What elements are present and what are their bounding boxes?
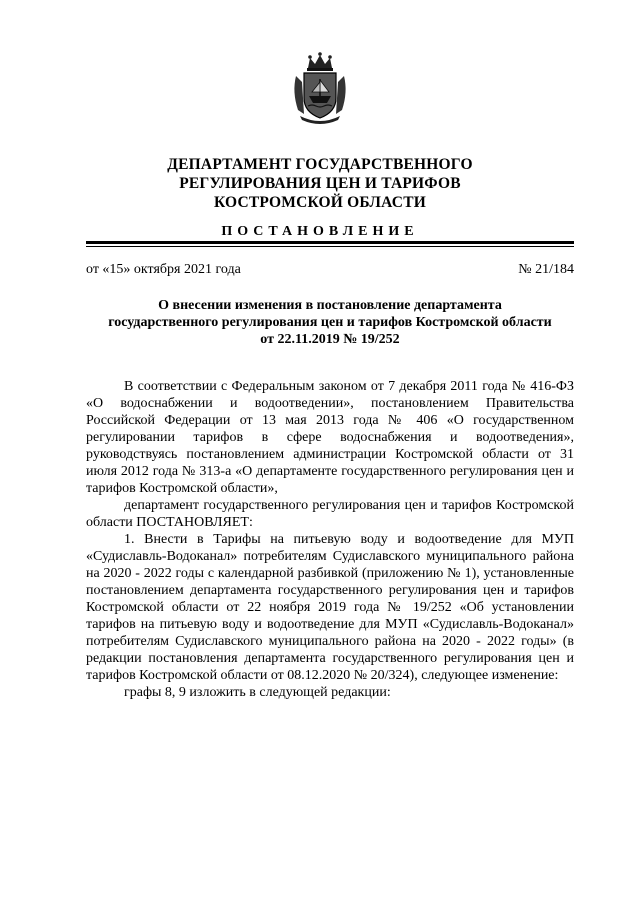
body-paragraph-item-1: 1. Внести в Тарифы на питьевую воду и водоотведение для МУП «Судиславль-Водоканал» потребителям Судиславского муниципального района на 2020 - 2022 годы с календарной разбивкой (приложению № 1), установленные постановлением департамента государственного регулирования цен и тарифов Костромской области от 22 ноября 2019 года № 19/252 «Об установлении тарифов на питьевую воду и водоотведение для МУП «Судиславль-Водоканал» потребителям Судиславского муниципального района на 2020 - 2022 годы» (в редакции постановления департамента государственного регулирования цен и тарифов Костромской области от 08.12.2020 № 20/324), следующее изменение: [86,532,574,683]
subject-line-1: О внесении изменения в постановление департамента [158,298,502,313]
document-body [86,378,574,701]
document-type-heading: ПОСТАНОВЛЕНИЕ [221,224,419,239]
date-number-line [86,262,574,278]
coat-of-arms-emblem [290,52,350,126]
document-subject [86,297,574,348]
document-date: от «15» октября 2021 года [86,262,241,277]
body-paragraph-preamble: В соответствии с Федеральным законом от 7 декабря 2011 года № 416-ФЗ «О водоснабжении и водоотведении», постановлением Правительства Российской Федерации от 13 мая 2013 года № 406 «О государственном регулировании тарифов в сфере водоснабжения и водоотведения», руководствуясь постановлением администрации Костромской области от 31 июля 2012 года № 313-а «О департаменте государственного регулирования цен и тарифов Костромской области», [86,379,574,496]
subject-line-2: государственного регулирования цен и тарифов Костромской области [108,315,552,330]
department-title-line-1: ДЕПАРТАМЕНТ ГОСУДАРСТВЕННОГО [167,156,473,173]
subject-line-3: от 22.11.2019 № 19/252 [260,332,400,347]
header-rule-thin [86,246,574,247]
body-paragraph-resolves: департамент государственного регулирования цен и тарифов Костромской области ПОСТАНОВЛЯЕТ: [86,498,574,530]
body-paragraph-columns: графы 8, 9 изложить в следующей редакции: [124,685,391,700]
department-title-line-2: РЕГУЛИРОВАНИЯ ЦЕН И ТАРИФОВ [179,175,461,192]
department-title-line-3: КОСТРОМСКОЙ ОБЛАСТИ [213,194,426,211]
department-title [0,155,640,212]
document-number: № 21/184 [518,262,574,277]
header-rule-thick [86,241,574,244]
